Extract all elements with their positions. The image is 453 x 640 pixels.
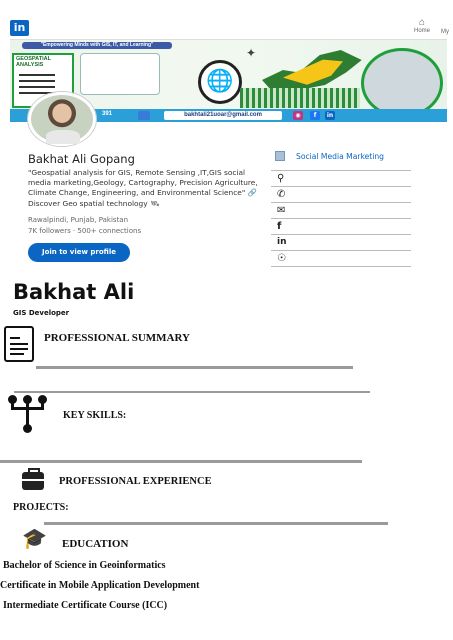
experience-divider [44,522,388,525]
facebook-icon: f [277,221,282,232]
resume-document-icon [4,326,34,362]
banner-geospatial-title: GEOSPATIAL ANALYSIS [16,56,51,68]
nav-me[interactable]: My [441,29,449,35]
nav-home[interactable] [410,18,434,34]
phone-row [271,186,411,201]
education-item: Certificate in Mobile Application Development [0,580,200,591]
website-row[interactable] [271,250,411,265]
banner-tagline: "Empowering Minds with GIS, IT, and Learning" [22,42,172,49]
banner-facebook-icon: f [310,111,320,120]
linkedin-icon: in [277,237,287,247]
banner-grass [240,88,360,108]
banner-laptop-photo [361,48,443,118]
company-link[interactable]: Social Media Marketing [296,152,384,161]
education-item: Bachelor of Science in Geoinformatics [3,560,166,571]
banner-instagram-icon: ◉ [293,111,303,120]
location-pin-icon: ⚲ [277,173,285,184]
banner-linkedin-icon: in [326,112,334,119]
profile-card [10,39,447,269]
section-projects-title: PROJECTS: [13,502,69,513]
linkedin-row[interactable] [271,234,411,249]
banner-whatsapp-icon [138,111,150,120]
resume-role: GIS Developer [13,309,70,317]
section-education-title: EDUCATION [62,538,129,550]
skills-divider [0,460,362,463]
education-item: Intermediate Certificate Course (ICC) [3,600,168,611]
company-logo-icon [275,151,285,161]
phone-icon: ✆ [277,189,286,200]
facebook-row[interactable] [271,218,411,233]
skills-top-divider [14,391,370,393]
banner-email: bakhtali21uoar@gmail.com [164,111,282,120]
side-panel-bottom-rule [271,266,411,267]
location-row [271,170,411,185]
profile-headline: "Geospatial analysis for GIS, Remote Sensing ,IT,GIS social media marketing,Geology, Cartography, Precision Agriculture, Climate Change, Engineering, and Environmental Science" 🔗 Discover Geo spatial technology 🛰 [28,168,258,208]
section-experience-title: PROFESSIONAL EXPERIENCE [59,476,212,487]
graduation-cap-icon: 🎓 [22,526,47,550]
nav-home-label: Home [413,28,430,34]
avatar-shirt [46,130,80,144]
linkedin-logo-icon[interactable]: in [10,20,29,36]
section-skills-title: KEY SKILLS: [63,410,127,421]
home-icon: ⌂ [418,17,426,28]
email-icon: ✉ [277,205,286,216]
join-to-view-profile-button[interactable]: Join to view profile [28,243,130,262]
banner-diagram [80,53,160,95]
profile-connections[interactable]: 7K followers · 500+ connections [28,227,142,235]
banner-phone: 391 [102,111,113,117]
profile-location: Rawalpindi, Punjab, Pakistan [28,216,129,224]
drone-icon: ✦ [246,46,257,60]
briefcase-icon [22,472,44,490]
resume-name: Bakhat Ali [13,280,135,304]
email-row [271,202,411,217]
section-summary-title: PROFESSIONAL SUMMARY [44,332,190,344]
globe-icon: 🌐 [198,60,242,104]
hierarchy-icon [8,395,48,435]
linkedin-topbar [0,0,453,38]
summary-divider [36,366,353,369]
profile-name: Bakhat Ali Gopang [28,152,135,166]
globe-small-icon: ☉ [277,253,286,264]
